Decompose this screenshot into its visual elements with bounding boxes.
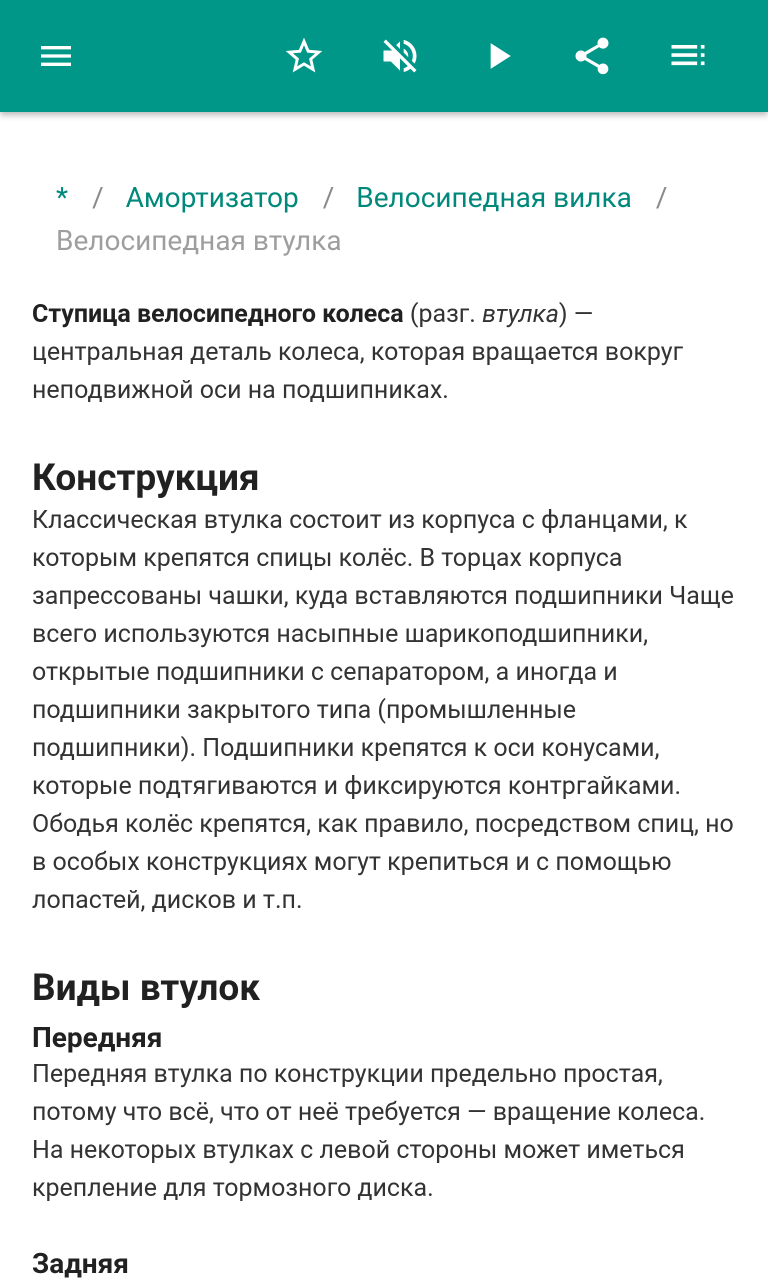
- volume-off-icon: [378, 34, 422, 78]
- breadcrumb-separator: /: [322, 181, 335, 214]
- menu-icon: [36, 36, 76, 76]
- article-content: [0, 112, 768, 1280]
- contents-button[interactable]: [660, 28, 716, 84]
- subsection-heading-front: Передняя: [32, 1021, 163, 1054]
- play-button[interactable]: [470, 28, 526, 84]
- breadcrumb-separator: /: [655, 181, 668, 214]
- breadcrumb-separator: /: [92, 181, 104, 214]
- play-icon: [476, 34, 520, 78]
- section-heading-hub-types: Виды втулок: [32, 967, 261, 1010]
- breadcrumb-item-root[interactable]: *: [56, 181, 69, 214]
- share-button[interactable]: [564, 28, 620, 84]
- mute-button[interactable]: [372, 28, 428, 84]
- star-outline-icon: [282, 34, 326, 78]
- breadcrumb-current: Велосипедная втулка: [56, 224, 342, 257]
- subsection-heading-rear: Задняя: [32, 1247, 129, 1280]
- breadcrumb: [56, 176, 726, 262]
- app-toolbar: [0, 0, 768, 112]
- playlist-icon: [666, 34, 710, 78]
- lead-rest: ) — центральная деталь колеса, которая вращается вокруг неподвижной оси на подшипниках.: [32, 300, 684, 405]
- lead-term: Ступица велосипедного колеса: [32, 300, 404, 329]
- menu-button[interactable]: [28, 28, 84, 84]
- section-text-construction: Классическая втулка состоит из корпуса с фланцами, к которым крепятся спицы колёс. В торцах корпуса запрессованы чашки, куда вставляются подшипники Чаще всего используются насыпные шарикоподшипники, открытые подшипники с сепаратором, а иногда и подшипники закрытого типа (промышленные подшипники). Подшипники крепятся к оси конусами, которые подтягиваются и фиксируются контргайками. Ободья колёс крепятся, как правило, посредством спиц, но в особых конструкциях могут крепиться и с помощью лопастей, дисков и т.п.: [32, 506, 734, 915]
- share-icon: [570, 34, 614, 78]
- lead-paragraph: [32, 296, 742, 410]
- breadcrumb-item-shock-absorber[interactable]: Амортизатор: [125, 181, 299, 214]
- subsection-text-front: Передняя втулка по конструкции предельно простая, потому что всё, что от неё требуется — вращение колеса. На некоторых втулках с левой стороны может иметься крепление для тормозного диска.: [32, 1060, 706, 1203]
- bookmark-button[interactable]: [276, 28, 332, 84]
- breadcrumb-item-bicycle-fork[interactable]: Велосипедная вилка: [356, 181, 632, 214]
- lead-alt-term: втулка: [482, 300, 559, 329]
- article-body: [32, 296, 742, 1280]
- lead-paren-open: (разг.: [403, 300, 483, 329]
- section-heading-construction: Конструкция: [32, 457, 260, 500]
